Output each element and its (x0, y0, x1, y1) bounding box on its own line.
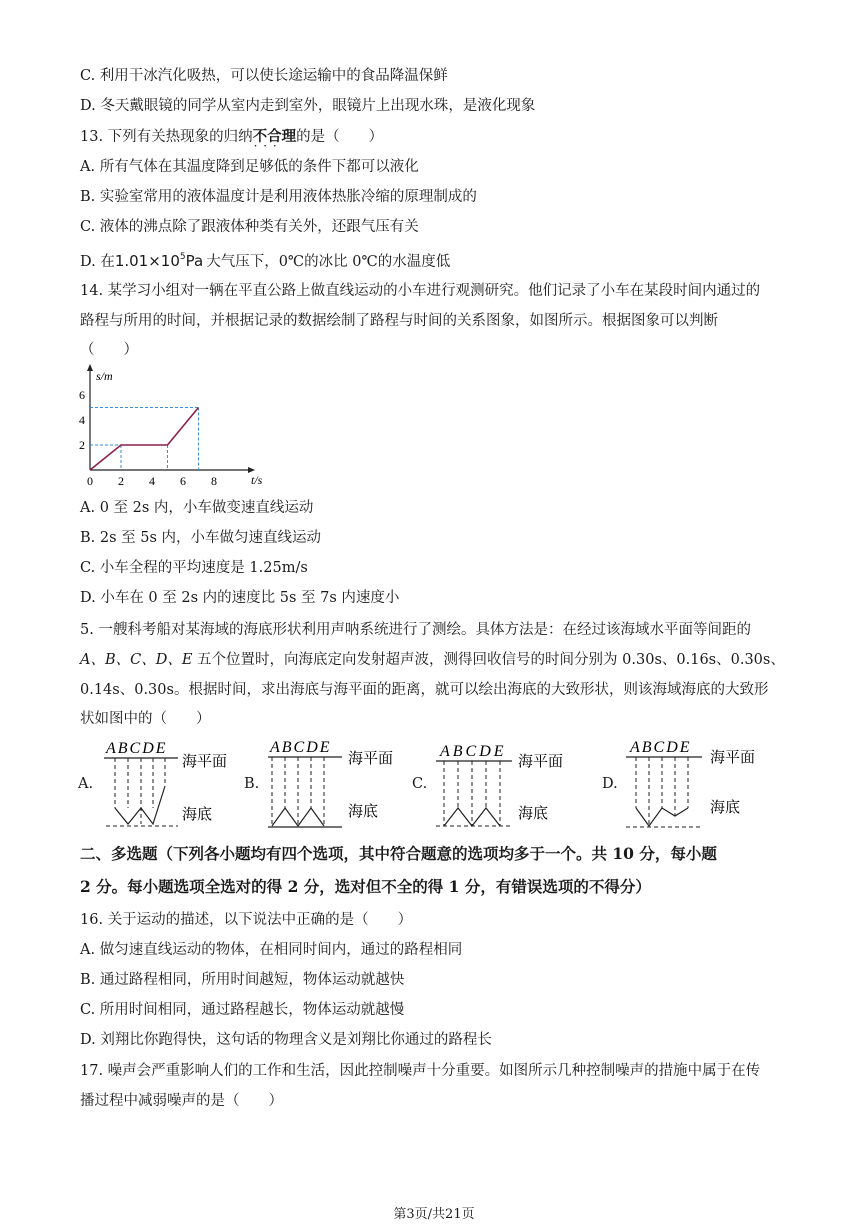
q15-stem-line-3: 0.14s、0.30s。根据时间，求出海底与海平面的距离，就可以绘出海底的大致形状，则该海域海底的大致形 (80, 682, 769, 698)
x-tick-label: 4 (149, 474, 155, 488)
q13-stem (80, 127, 383, 147)
seabed-option-b-label: B. (244, 776, 260, 792)
s-t-graph (79, 362, 263, 492)
q13-option-d-post: 大气压下，0℃的冰比 0℃的水温度低 (206, 254, 451, 270)
letters: ABCDE (630, 739, 692, 756)
q14-option-a: A. 0 至 2s 内，小车做变速直线运动 (80, 500, 314, 516)
q17-stem-line-1: 17. 噪声会严重影响人们的工作和生活，因此控制噪声十分重要。如图所示几种控制噪声的措施中属于在传 (80, 1063, 761, 1079)
page-number: 第3页/共21页 (393, 1207, 475, 1222)
q13-pressure-value: 1.01×10 (114, 252, 180, 270)
q15-position-letters: A、B、C、D、E (80, 652, 193, 668)
q16-stem: 16. 关于运动的描述，以下说法中正确的是（ ） (80, 912, 413, 928)
q15-stem-line-4: 状如图中的（ ） (80, 711, 211, 727)
sea-level-label: 海平面 (182, 752, 228, 770)
q16-option-c: C. 所用时间相同，通过路程越长，物体运动就越慢 (80, 1002, 405, 1018)
s-t-line (90, 408, 199, 471)
q14-option-b: B. 2s 至 5s 内，小车做匀速直线运动 (80, 530, 322, 546)
sea-floor-label: 海底 (348, 802, 379, 820)
q13-option-d (80, 247, 450, 272)
q15-stem-line-2-rest: 五个位置时，向海底定向发射超声波，测得回收信号的时间分别为 0.30s、0.16s、0.30s、 (192, 652, 785, 668)
sea-level-label: 海平面 (518, 752, 564, 770)
x-tick-label: 8 (211, 474, 217, 488)
q17-stem-line-2: 播过程中减弱噪声的是（ ） (80, 1093, 283, 1109)
q14-option-d: D. 小车在 0 至 2s 内的速度比 5s 至 7s 内速度小 (80, 590, 400, 606)
q13-pressure-unit: Pa (185, 252, 204, 270)
x-tick-label: 6 (180, 474, 186, 488)
q13-option-c: C. 液体的沸点除了跟液体种类有关外，还跟气压有关 (80, 219, 419, 235)
q12-option-d: D. 冬天戴眼镜的同学从室内走到室外，眼镜片上出现水珠，是液化现象 (80, 98, 536, 114)
q16-option-d: D. 刘翔比你跑得快，这句话的物理含义是刘翔比你通过的路程长 (80, 1032, 492, 1048)
q13-stem-post: 的是（ ） (296, 129, 384, 145)
q13-option-d-pre: D. 在 (80, 254, 115, 270)
q13-stem-pre: 13. 下列有关热现象的归纳 (80, 129, 253, 145)
seabed-option-c-label: C. (412, 776, 428, 792)
section-2-header-line-2: 2 分。每小题选项全选对的得 2 分，选对但不全的得 1 分，有错误选项的不得分） (80, 877, 651, 896)
y-tick-label: 2 (79, 438, 85, 452)
q15-stem-line-2 (80, 650, 785, 670)
seabed-diagram-a (98, 736, 268, 836)
y-axis-arrow (87, 364, 93, 371)
q14-option-c: C. 小车全程的平均速度是 1.25m/s (80, 560, 308, 576)
seabed-option-a-label: A. (78, 776, 94, 792)
q14-stem-line-3: （ ） (80, 342, 138, 358)
seabed-option-d-label: D. (602, 776, 618, 792)
q13-emphasis: 不合理 · · · (253, 127, 297, 147)
sea-floor-label: 海底 (518, 804, 549, 822)
sea-level-label: 海平面 (710, 748, 756, 766)
q13-pressure-exponent: 5 (179, 252, 186, 262)
seabed-diagram-c (432, 736, 602, 836)
y-axis-label: s/m (96, 369, 113, 383)
letters: ABCDE (270, 739, 332, 756)
q14-stem-line-1: 14. 某学习小组对一辆在平直公路上做直线运动的小车进行观测研究。他们记录了小车在某段时间内通过的 (80, 283, 761, 299)
q13-option-b: B. 实验室常用的液体温度计是利用液体热胀冷缩的原理制成的 (80, 189, 477, 205)
seabed-diagram-d (622, 736, 792, 836)
y-tick-label: 4 (79, 413, 85, 427)
section-2-header-line-1: 二、多选题（下列各小题均有四个选项，其中符合题意的选项均多于一个。共 10 分，每小题 (80, 844, 717, 863)
seabed-diagram-b (264, 736, 434, 836)
q13-option-a: A. 所有气体在其温度降到足够低的条件下都可以液化 (80, 159, 419, 175)
sea-level-label: 海平面 (348, 749, 394, 767)
letters: ABCDE (440, 743, 507, 760)
sea-floor-label: 海底 (710, 798, 741, 816)
q16-option-a: A. 做匀速直线运动的物体，在相同时间内，通过的路程相同 (80, 942, 463, 958)
y-tick-label: 6 (79, 388, 85, 402)
q15-stem-line-1: 5. 一艘科考船对某海域的海底形状利用声呐系统进行了测绘。具体方法是：在经过该海域水平面等间距的 (80, 622, 751, 638)
q12-option-c: C. 利用干冰汽化吸热，可以使长途运输中的食品降温保鲜 (80, 68, 448, 84)
x-tick-label: 2 (118, 474, 124, 488)
x-axis-label: t/s (251, 473, 263, 487)
q16-option-b: B. 通过路程相同，所用时间越短，物体运动就越快 (80, 972, 405, 988)
letters: ABCDE (106, 740, 168, 757)
x-tick-label: 0 (87, 474, 93, 488)
sea-floor-label: 海底 (182, 805, 213, 823)
q14-stem-line-2: 路程与所用的时间，并根据记录的数据绘制了路程与时间的关系图象，如图所示。根据图象可以判断 (80, 313, 718, 329)
